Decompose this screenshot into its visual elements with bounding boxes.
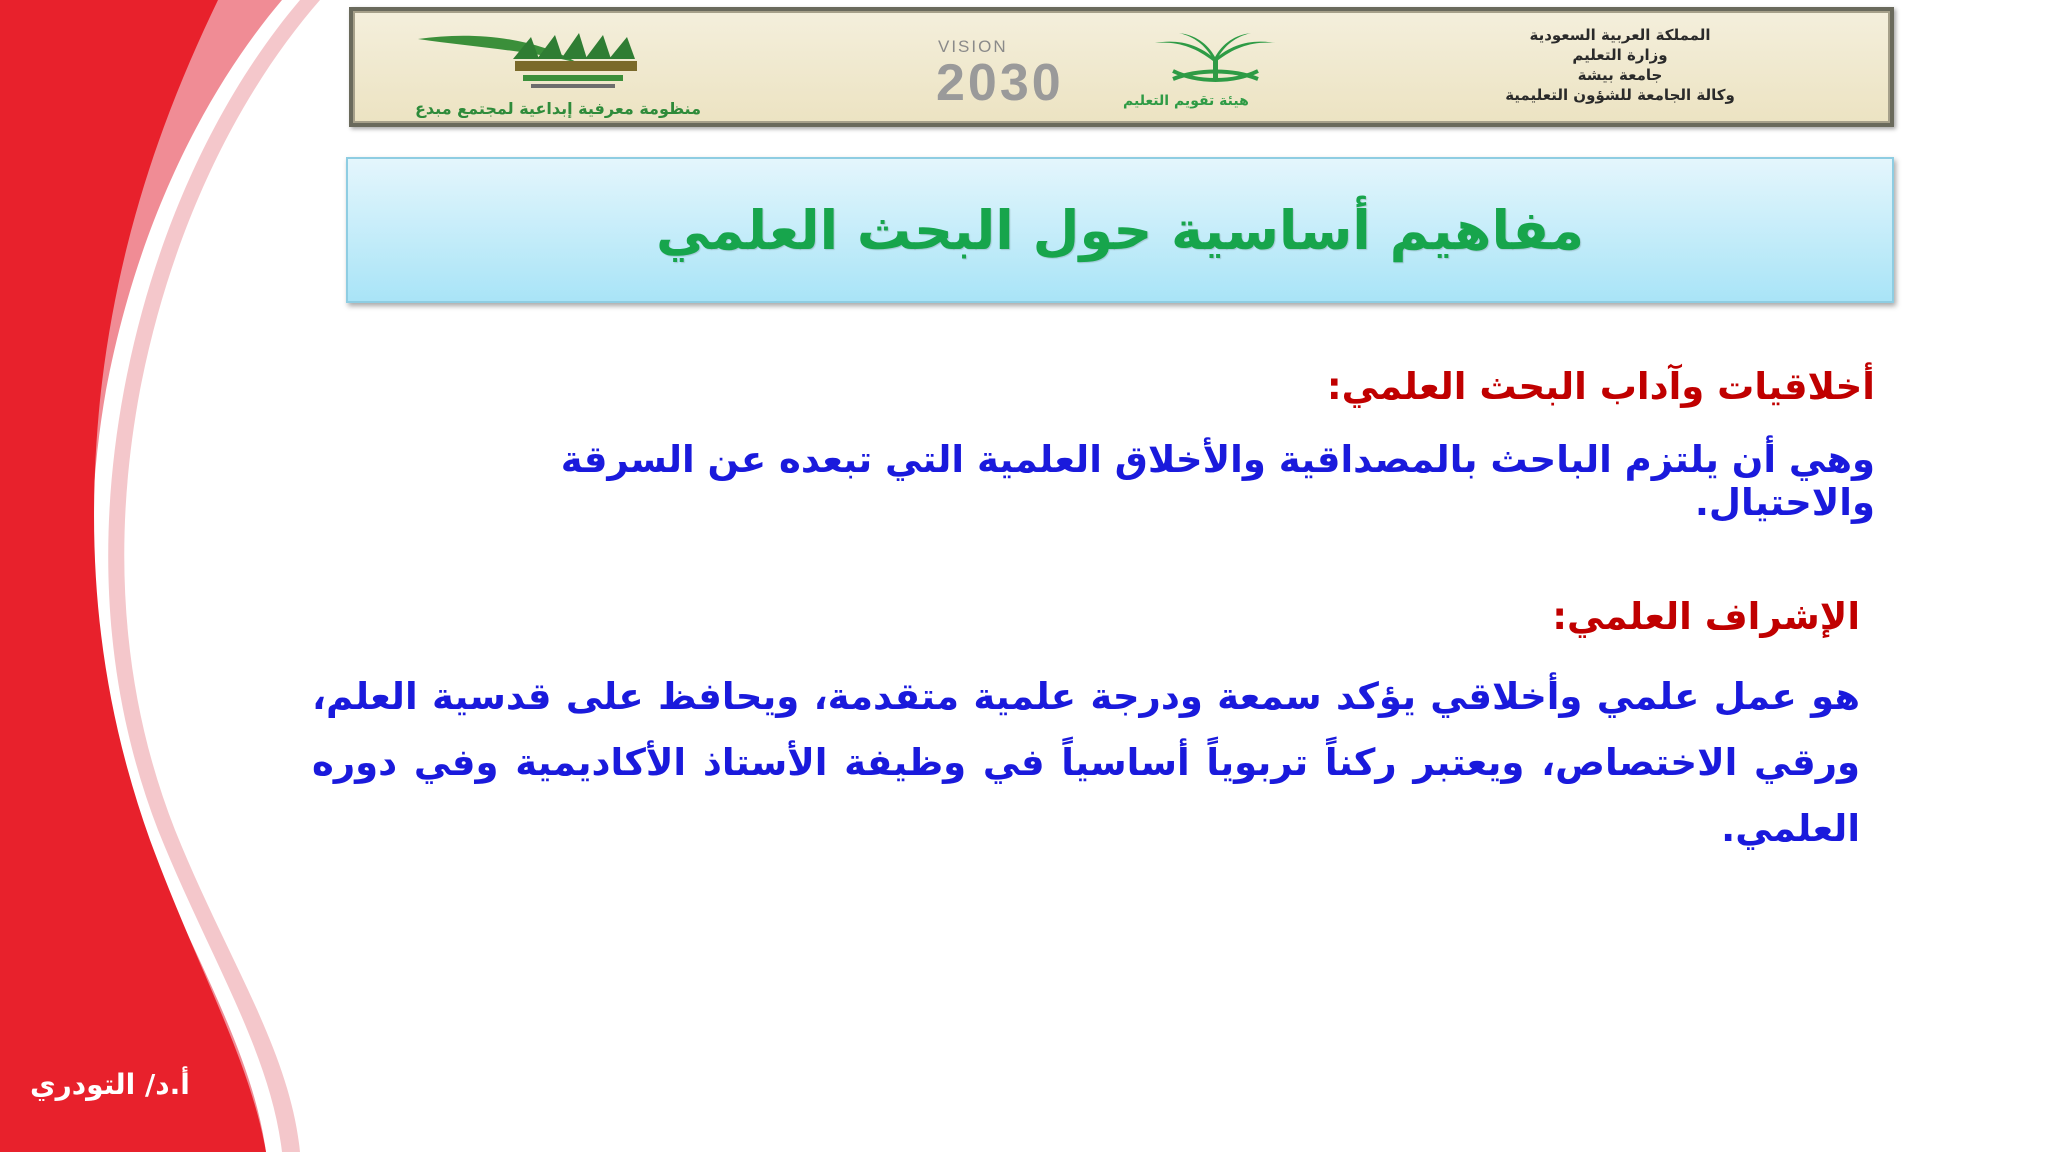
university-tagline: منظومة معرفية إبداعية لمجتمع مبدع xyxy=(415,99,701,118)
section-body-ethics: وهي أن يلتزم الباحث بالمصداقية والأخلاق العلمية التي تبعده عن السرقة والاحتيال. xyxy=(560,438,1875,524)
section-heading-ethics: أخلاقيات وآداب البحث العلمي: xyxy=(1326,365,1875,408)
decorative-red-wave xyxy=(0,0,320,1152)
university-logo-icon xyxy=(413,25,653,95)
section-body-supervision: هو عمل علمي وأخلاقي يؤكد سمعة ودرجة علمية متقدمة، ويحافظ على قدسية العلم، ورقي الاختصاص، ويعتبر ركناً تربوياً أساسياً في وظيفة الأستاذ الأكاديمية وفي دوره العلمي. xyxy=(312,675,1860,850)
etec-text: هيئة تقويم التعليم xyxy=(1123,93,1249,109)
palm-swords-emblem-icon xyxy=(1143,29,1288,89)
vision-2030-logo xyxy=(938,37,1138,117)
author-credit: أ.د/ التودري xyxy=(30,1068,190,1101)
vision-year: 2030 xyxy=(936,54,1064,112)
header-banner xyxy=(349,7,1894,127)
ministry-line-agency: وكالة الجامعة للشؤون التعليمية xyxy=(1505,86,1735,104)
slide-title: مفاهيم أساسية حول البحث العلمي xyxy=(655,198,1585,262)
ministry-line-university: جامعة بيشة xyxy=(1577,66,1663,84)
title-box xyxy=(346,157,1894,303)
ministry-header-text xyxy=(1430,25,1810,105)
vision-word: VISION xyxy=(938,37,1008,56)
ministry-line-kingdom: المملكة العربية السعودية xyxy=(1529,26,1711,44)
section-heading-supervision: الإشراف العلمي: xyxy=(1552,595,1860,638)
ministry-line-ministry: وزارة التعليم xyxy=(1572,46,1668,64)
